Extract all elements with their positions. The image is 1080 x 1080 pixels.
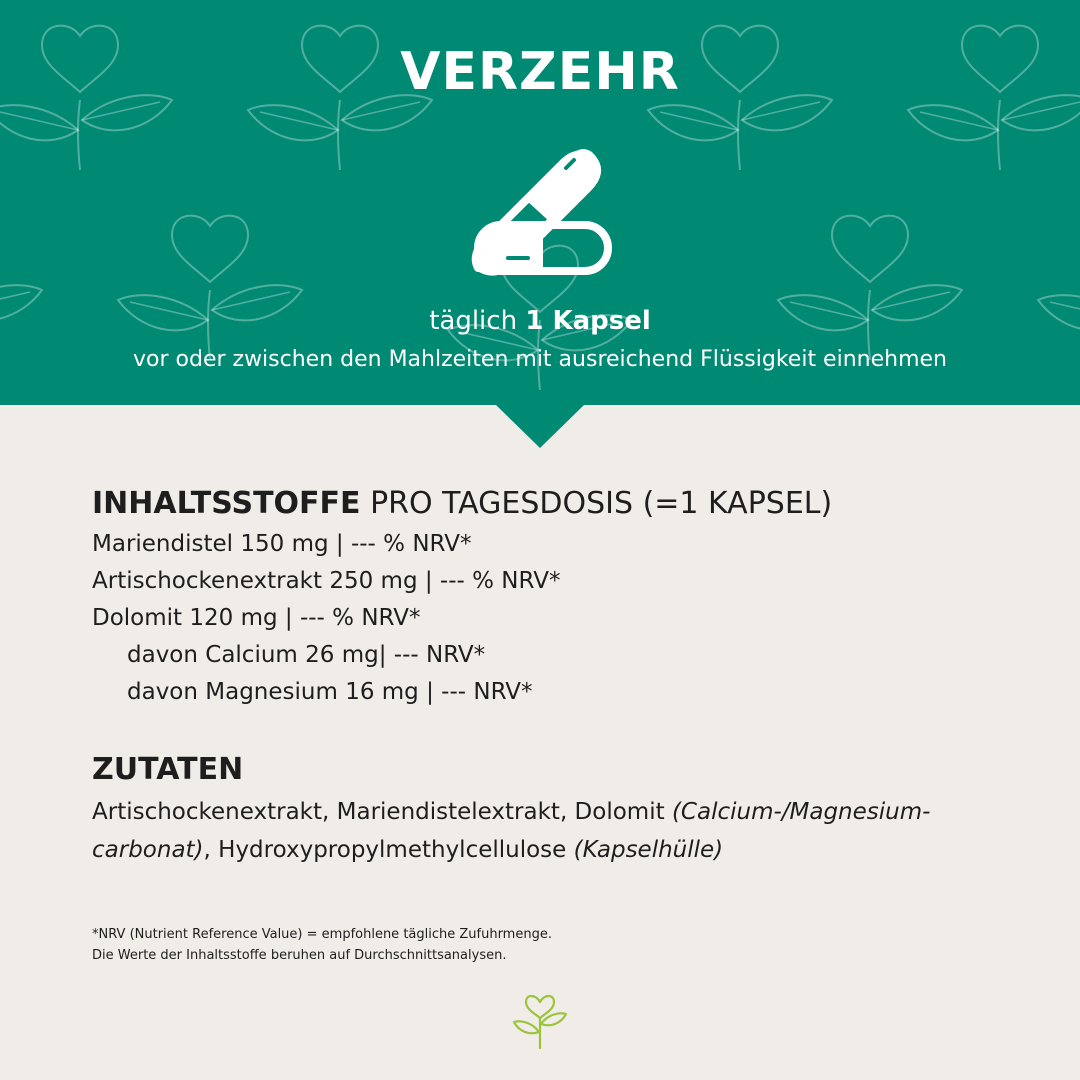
dose-amount: 1 Kapsel <box>525 306 651 336</box>
ingredients-heading-rest: PRO TAGESDOSIS (=1 KAPSEL) <box>360 486 833 521</box>
zutaten-part-italic: (Calcium-/Magnesium-carbonat) <box>92 799 931 863</box>
banner-pointer <box>495 404 585 448</box>
hero-banner <box>0 0 1080 405</box>
dose-prefix: täglich <box>429 306 526 336</box>
zutaten-part: Artischockenextrakt, Mariendistelextrakt, Dolomit <box>92 799 672 825</box>
zutaten-part-italic: (Kapselhülle) <box>573 837 724 863</box>
ingredients-list <box>92 526 832 711</box>
list-item: Dolomit 120 mg | --- % NRV* <box>92 605 421 631</box>
zutaten-heading: ZUTATEN <box>92 752 244 787</box>
sprout-heart-icon <box>508 982 572 1052</box>
capsule-icon <box>468 128 613 278</box>
list-item: davon Calcium 26 mg| --- NRV* <box>127 642 486 668</box>
footnote-line: *NRV (Nutrient Reference Value) = empfohlene tägliche Zufuhrmenge. <box>92 927 552 942</box>
page-title: VERZEHR <box>400 42 680 102</box>
list-item: davon Magnesium 16 mg | --- NRV* <box>127 679 533 705</box>
list-item: Mariendistel 150 mg | --- % NRV* <box>92 531 472 557</box>
ingredients-heading-bold: INHALTSSTOFFE <box>92 486 361 521</box>
zutaten-text <box>92 793 992 869</box>
dose-line <box>0 306 1080 336</box>
list-item: Artischockenextrakt 250 mg | --- % NRV* <box>92 568 561 594</box>
footnote <box>92 924 552 966</box>
ingredients-heading <box>92 486 832 522</box>
footnote-line: Die Werte der Inhaltsstoffe beruhen auf Durchschnittsanalysen. <box>92 948 507 963</box>
intake-instruction: vor oder zwischen den Mahlzeiten mit ausreichend Flüssigkeit einnehmen <box>133 347 947 372</box>
ingredients-section <box>92 486 832 711</box>
zutaten-part: , Hydroxypropylmethylcellulose <box>203 837 574 863</box>
